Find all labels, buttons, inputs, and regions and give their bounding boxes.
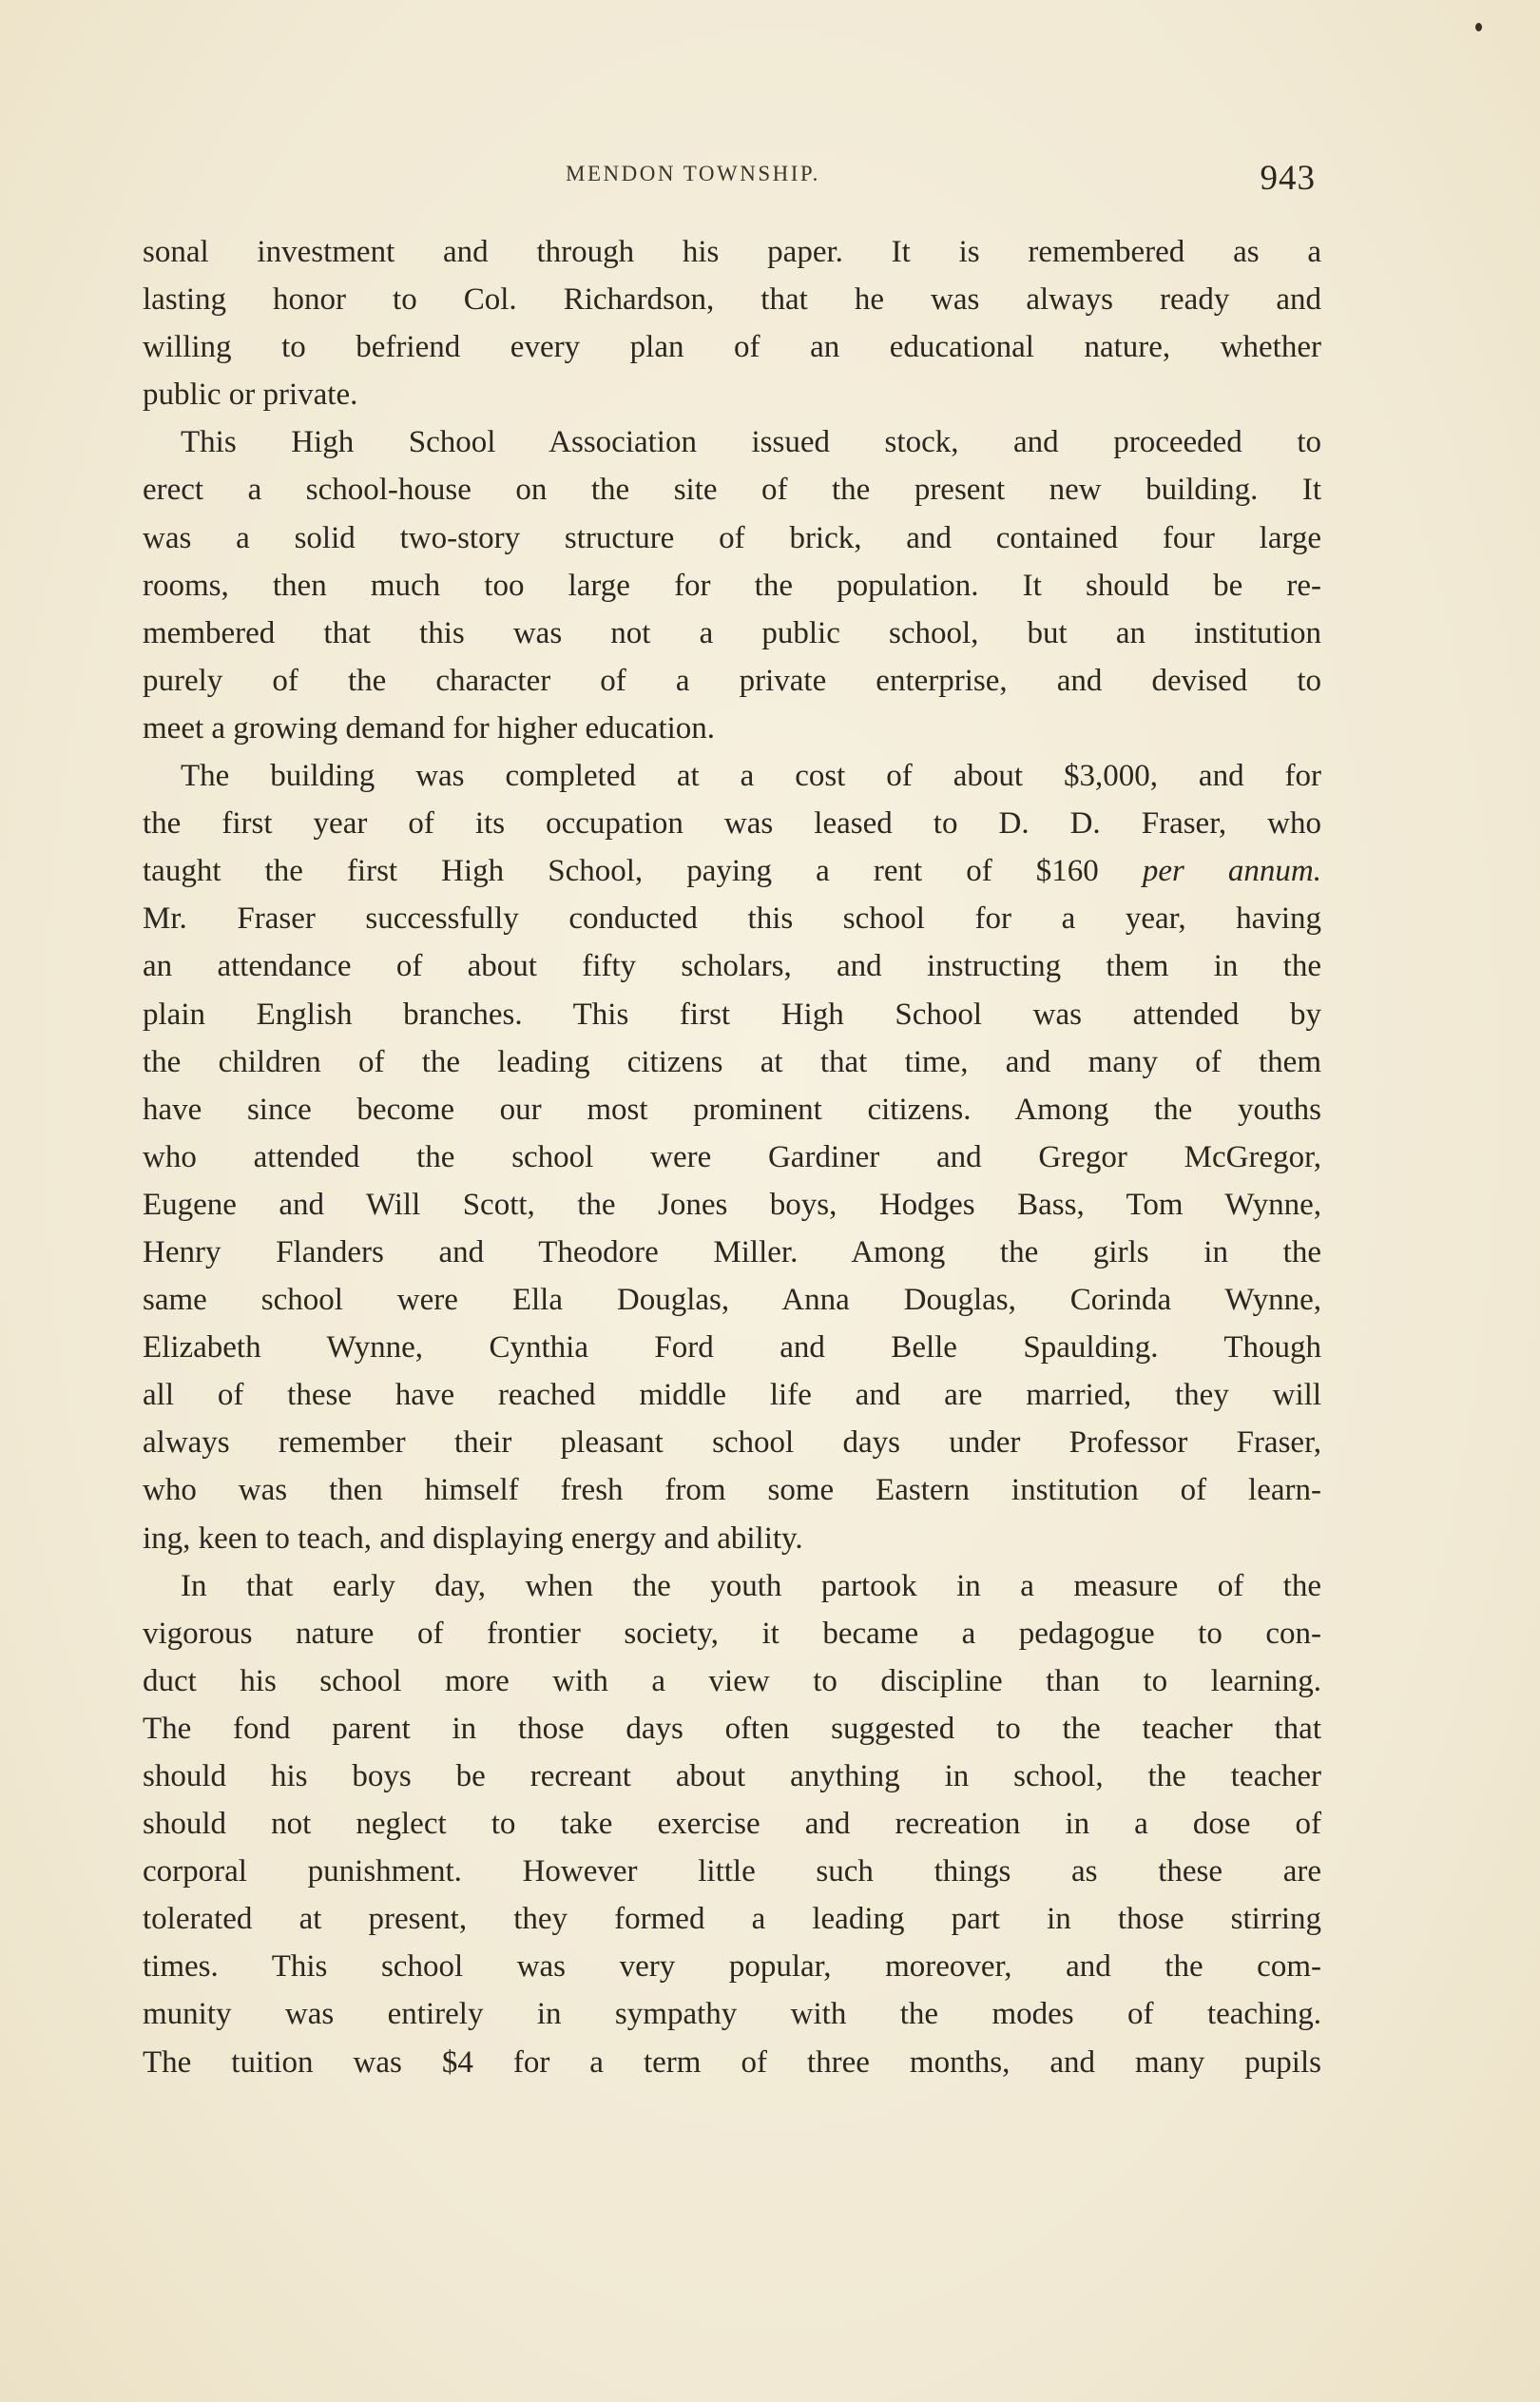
text-line-content: same school were Ella Douglas, Anna Douglas, Corinda Wynne, — [143, 1283, 1321, 1318]
text-line-content: purely of the character of a private enterprise, and devised to — [143, 663, 1321, 698]
text-line-content: Henry Flanders and Theodore Miller. Among the girls in the — [143, 1234, 1321, 1269]
text-line-content: vigorous nature of frontier society, it became a pedagogue to con- — [143, 1616, 1321, 1651]
body-text — [143, 228, 1321, 2086]
text-line — [143, 942, 1321, 990]
text-line — [143, 1276, 1321, 1324]
text-line-content: tolerated at present, they formed a leading part in those stirring — [143, 1902, 1321, 1937]
text-line-content: munity was entirely in sympathy with the modes of teaching. — [143, 1997, 1321, 2032]
text-line-content: ing, keen to teach, and displaying energy and ability. — [143, 1521, 803, 1556]
text-line — [143, 1419, 1321, 1466]
text-line — [143, 1610, 1321, 1657]
text-line — [143, 610, 1321, 657]
text-line — [143, 466, 1321, 513]
text-line — [143, 514, 1321, 562]
text-line-content: Elizabeth Wynne, Cynthia Ford and Belle Spaulding. Though — [143, 1330, 1321, 1366]
text-line-content: all of these have reached middle life and are married, they will — [143, 1378, 1321, 1413]
text-line-content: should not neglect to take exercise and recreation in a dose of — [143, 1807, 1321, 1842]
text-line — [143, 1990, 1321, 2038]
text-line — [143, 1562, 1321, 1610]
text-line — [143, 1038, 1321, 1086]
text-line — [143, 1848, 1321, 1895]
text-line — [143, 1466, 1321, 1514]
text-line-content: sonal investment and through his paper. It is remembered as a — [143, 235, 1321, 269]
text-line — [143, 657, 1321, 705]
text-line — [143, 1943, 1321, 1990]
text-line-content: duct his school more with a view to discipline than to learning. — [143, 1663, 1321, 1698]
text-line-content: the first year of its occupation was leased to D. D. Fraser, who — [143, 806, 1321, 842]
text-line-content: who attended the school were Gardiner and Gregor McGregor, — [143, 1139, 1321, 1174]
text-line-content: membered that this was not a public school, but an institution — [143, 615, 1321, 650]
text-line — [143, 1133, 1321, 1181]
text-line — [143, 1086, 1321, 1133]
text-line — [143, 371, 1321, 418]
text-line-content: who was then himself fresh from some Eastern institution of learn- — [143, 1473, 1321, 1508]
text-line-content: corporal punishment. However little such things as these are — [143, 1854, 1321, 1889]
text-line-content: The building was completed at a cost of about $3,000, and for — [181, 759, 1321, 794]
text-line — [143, 1324, 1321, 1371]
text-line-content: lasting honor to Col. Richardson, that he was always ready and — [143, 282, 1321, 318]
text-line-content: Mr. Fraser successfully conducted this school for a year, having — [143, 901, 1321, 937]
text-line — [143, 1657, 1321, 1705]
text-line-content: rooms, then much too large for the population. It should be re- — [143, 568, 1321, 603]
text-line-content: The tuition was $4 for a term of three months, and many pupils — [143, 2044, 1321, 2080]
text-line — [143, 228, 1321, 276]
text-line — [143, 895, 1321, 942]
text-line — [143, 1181, 1321, 1229]
text-line-content: the children of the leading citizens at that time, and many of them — [143, 1044, 1321, 1079]
text-line-content: always remember their pleasant school days under Professor Fraser, — [143, 1425, 1321, 1461]
text-line — [143, 1371, 1321, 1419]
text-line-content: should his boys be recreant about anything in school, the teacher — [143, 1759, 1321, 1793]
text-line-content: an attendance of about fifty scholars, and instructing them in the — [143, 949, 1321, 984]
text-line — [143, 1895, 1321, 1943]
text-line — [143, 752, 1321, 800]
text-line-content: In that early day, when the youth partook in a measure of the — [181, 1568, 1321, 1603]
text-line-content: times. This school was very popular, moreover, and the com- — [143, 1949, 1321, 1985]
text-line — [143, 418, 1321, 466]
text-line-content: Eugene and Will Scott, the Jones boys, Hodges Bass, Tom Wynne, — [143, 1187, 1321, 1222]
text-line — [143, 323, 1321, 371]
text-line — [143, 991, 1321, 1038]
text-line — [143, 1800, 1321, 1848]
text-line — [143, 1515, 1321, 1562]
text-line — [143, 847, 1321, 895]
page-number: 943 — [1260, 159, 1316, 198]
text-line-content: erect a school-house on the site of the present new building. It — [143, 473, 1321, 508]
text-line — [143, 2039, 1321, 2086]
text-line — [143, 1705, 1321, 1753]
text-line — [143, 276, 1321, 323]
text-line — [143, 705, 1321, 752]
text-line-content: The fond parent in those days often suggested to the teacher that — [143, 1711, 1321, 1746]
text-line — [143, 1229, 1321, 1276]
text-line-content: plain English branches. This first High School was attended by — [143, 997, 1321, 1032]
text-line-content: was a solid two-story structure of brick, and contained four large — [143, 520, 1321, 555]
text-line-content: This High School Association issued stock, and proceeded to — [181, 425, 1321, 460]
italic-phrase: per annum. — [1142, 854, 1321, 889]
text-line-content: willing to befriend every plan of an educational nature, whether — [143, 330, 1321, 365]
text-line-content: taught the first High School, paying a rent of $160 — [143, 854, 1143, 889]
running-title: MENDON TOWNSHIP. — [566, 162, 820, 185]
text-line — [143, 1753, 1321, 1800]
text-line — [143, 562, 1321, 610]
text-line-content: have since become our most prominent citizens. Among the youths — [143, 1092, 1321, 1127]
text-line-content: public or private. — [143, 378, 358, 413]
text-line-content: meet a growing demand for higher education. — [143, 710, 716, 746]
ink-speck — [1475, 23, 1482, 31]
running-head — [143, 152, 1331, 200]
text-line — [143, 800, 1321, 847]
